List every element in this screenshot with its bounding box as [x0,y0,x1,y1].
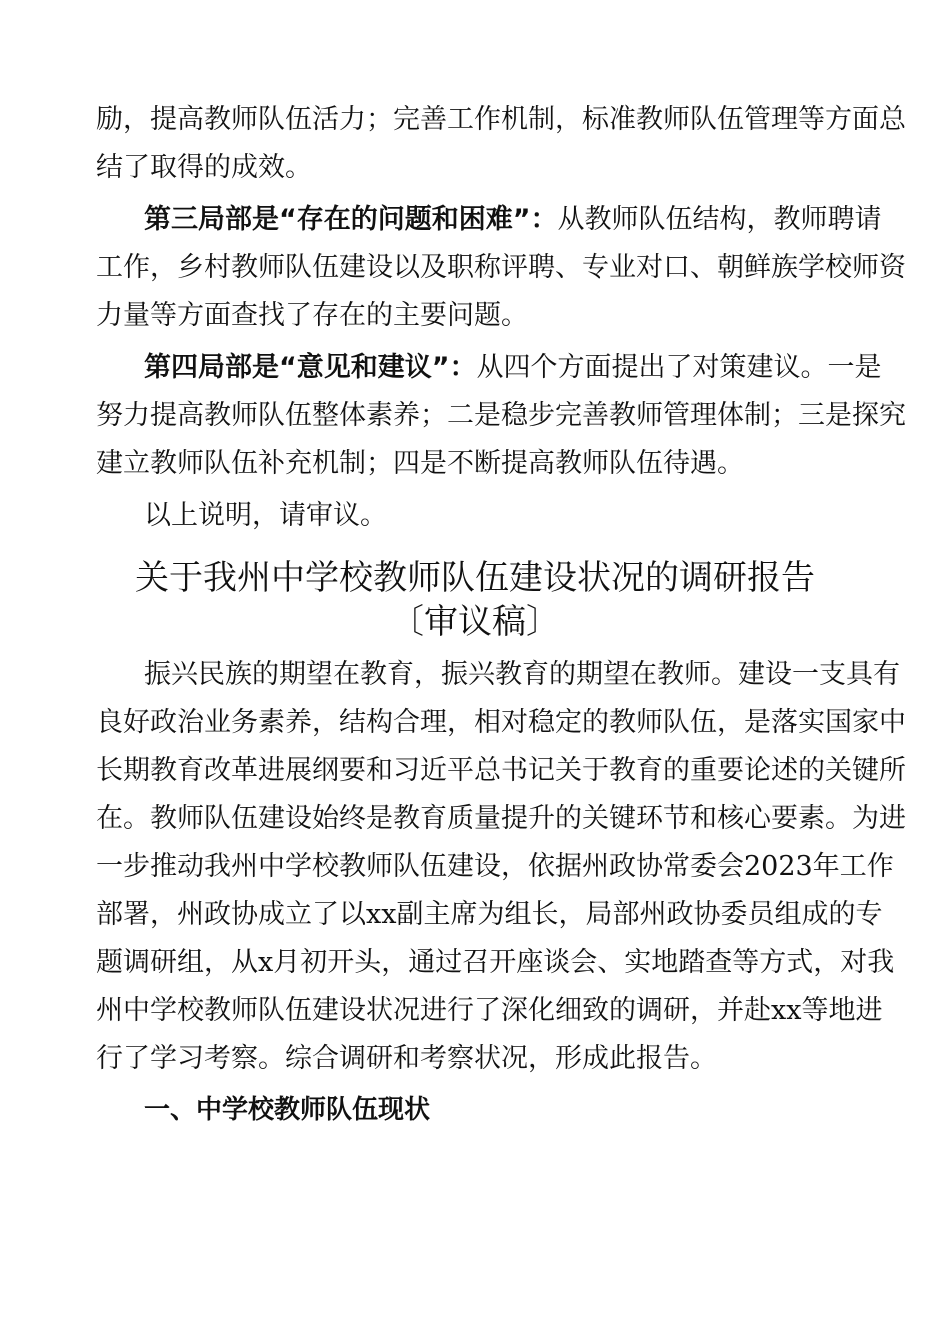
intro-line: 振兴民族的期望在教育，振兴教育的期望在教师。建设一支具有 [144,659,900,690]
paragraph-line: 力量等方面查找了存在的主要问题。 [96,300,528,331]
intro-line: 州中学校教师队伍建设状况进行了深化细致的调研，并赴xx等地进 [96,995,883,1026]
intro-line: 良好政治业务素养，结构合理，相对稳定的教师队伍，是落实国家中 [96,707,906,738]
paragraph-line: 结了取得的成效。 [96,152,312,183]
paragraph-line: 励，提高教师队伍活力；完善工作机制，标准教师队伍管理等方面总 [96,104,906,135]
paragraph-line: 工作，乡村教师队伍建设以及职称评聘、专业对口、朝鲜族学校师资 [96,252,906,283]
report-title: 关于我州中学校教师队伍建设状况的调研报告 [135,558,815,598]
paragraph-text: 从四个方面提出了对策建议。一是 [476,352,882,383]
intro-line: 题调研组，从x月初开头，通过召开座谈会、实地踏查等方式，对我 [96,947,895,978]
closing-line: 以上说明，请审议。 [144,500,387,531]
part-three-lead: 第三局部是“存在的问题和困难”： [144,204,558,235]
part-four-lead: 第四局部是“意见和建议”： [144,352,477,383]
intro-line: 部署，州政协成立了以xx副主席为组长，局部州政协委员组成的专 [96,899,883,930]
report-subtitle: 〔审议稿〕 [390,602,560,642]
paragraph-first-line [144,196,882,244]
intro-line: 行了学习考察。综合调研和考察状况，形成此报告。 [96,1043,717,1074]
intro-line: 一步推动我州中学校教师队伍建设，依据州政协常委会2023年工作 [96,851,894,882]
paragraph-text: 从教师队伍结构，教师聘请 [557,204,882,235]
intro-line: 在。教师队伍建设始终是教育质量提升的关键环节和核心要素。为进 [96,803,906,834]
section-heading: 一、中学校教师队伍现状 [144,1095,431,1125]
paragraph-line: 建立教师队伍补充机制；四是不断提高教师队伍待遇。 [96,448,744,479]
intro-line: 长期教育改革进展纲要和习近平总书记关于教育的重要论述的关键所 [96,755,906,786]
paragraph-first-line [144,344,882,392]
paragraph-line: 努力提高教师队伍整体素养；二是稳步完善教师管理体制；三是探究 [96,400,906,431]
